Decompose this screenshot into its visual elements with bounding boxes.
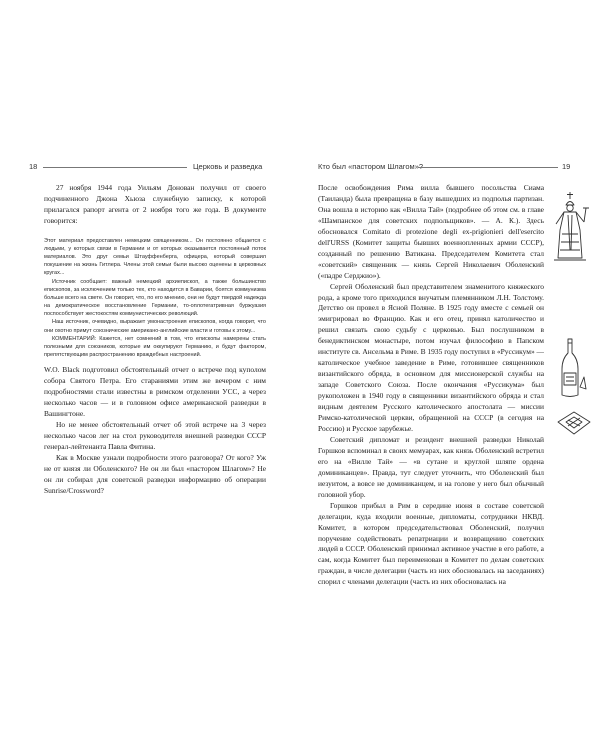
bishop-statue-illustration bbox=[550, 190, 592, 262]
right-running-header bbox=[318, 162, 570, 174]
left-page-number: 18 bbox=[29, 162, 38, 171]
bishop-statue-icon bbox=[550, 190, 592, 262]
body-paragraph: W.O. Black подготовил обстоятельный отчет о встрече под куполом собора Святого Петра. Его стараниями этим же вечером с ним подробностями стали известны в римском отделении УСС, а через несколько часов — и в головном офисе американской разведки в Вашингтоне. bbox=[44, 365, 266, 418]
right-header-rule bbox=[418, 167, 558, 168]
wine-bottle-illustration bbox=[552, 337, 588, 399]
right-page bbox=[300, 0, 600, 750]
body-paragraph: Сергей Оболенский был представителем знаменитого княжеского рода, а кроме того приходился внучатым племянником Л.Н. Толстому. Детство он провел в Ясной Поляне. В 1925 году вместе с семьей он эмигрировал во Францию. Как и его отец, принял католичество и решил связать свою судьбу с церковью. Был послушником в бенедиктинском монастыре, потом изучал философию в Папском институте св. Ансельма в Риме. В 1935 году поступил в «Руссикум» — католическое учебное заведение в Риме, готовившее священников византийского обряда, в основном для миссионерской службы на западе Советского Союза. После окончания «Руссикума» был рукоположен в 1940 году в священники византийского обряда и стал видным деятелем Русского католического апостолата — миссии Римско-католической церкви, обращенной на СССР (в сегодня на Россию) и Русское зарубежье. bbox=[318, 281, 544, 433]
note-card-icon bbox=[554, 408, 594, 438]
left-running-header bbox=[29, 162, 281, 174]
wine-bottle-icon bbox=[552, 337, 588, 399]
right-page-body bbox=[318, 183, 544, 735]
left-header-rule bbox=[43, 167, 187, 168]
body-paragraph: Как в Москве узнали подробности этого разговора? От кого? Уж не от князя ли Оболенского? Не он ли был «пастором Шлагом»? Не он ли собирал для советской разведки информацию об операции Sunrise/Crossword? bbox=[44, 452, 266, 495]
left-page-body bbox=[44, 183, 266, 497]
body-paragraph: После освобождения Рима вилла бывшего посольства Сиама (Таиланда) была превращена в базу вышедших из подполья партизан. Она вошла в историю как «Вилла Тай» (подробнее об этом см. в главе «Шампанское для советских подпольщиков». — А. К.). Здесь обосновался Comitato di protezione degli ex-prigionieri dell'esercito dell'URSS (Комитет защиты бывших военнопленных армии СССР), созданный по решению Ватикана. Председателем Комитета стал «советский» священник — князь Сергей Николаевич Оболенский («падре Серджио»). bbox=[318, 183, 544, 280]
quote-paragraph: КОММЕНТАРИЙ: Кажется, нет сомнений в том, что епископы намерены стать полезными для союзников, которые им оккупируют Германию, и будут фактором, препятствующим распространению враждебных настроений. bbox=[44, 335, 266, 358]
body-paragraph: Советский дипломат и резидент внешней разведки Николай Горшков вспоминал в своих мемуарах, как князь Оболенский встретил его на «Вилле Тай» — «в сутане и круглой шляпе ордена доминиканцев». Правда, тут следует уточнить, что Оболенский был иезуитом, а вовсе не доминиканцем, и на голове у него был обычный головной убор. bbox=[318, 434, 544, 499]
quote-paragraph: Этот материал предоставлен немецким священником... Он постоянно общается с людьми, у которых связи в Германии и от которых оказывается постоянный поток материалов. Это друг семьи Штауффенберга, офицера, который совершил покушение на жизнь Гитлера. Члены этой семьи были высоко оценены в церковных кругах... bbox=[44, 237, 266, 277]
intro-paragraph: 27 ноября 1944 года Уильям Донован получил от своего подчиненного Джона Хьюза служебную записку, к которой прилагался рапорт агента от 2 ноября того же года. В документе говорится: bbox=[44, 183, 266, 225]
note-card-illustration bbox=[554, 408, 594, 438]
quote-paragraph: Источник сообщает: важный немецкий архиепископ, а также большинство епископов, за исключением только тех, кто находится в Баварии, боятся коммунизма больше всего на свете. Он говорит, что, по его мнению, они не будут твердой надежда на демократическое восстановление Германии, то-оплотегатривная буржуазия поспособствует жестокостям коммунистических революций. bbox=[44, 278, 266, 318]
body-paragraph: Горшков прибыл в Рим в середине июня в составе советской делегации, куда входили военные, дипломаты, сотрудники НКВД. Комитет, в котором председательствовал Оболенский, получил поручение содействовать репатриации и возвращению советских людей в СССР. Оболенский принимал активное участие в его работе, а сам, когда Комитет был переименован в Комитет по делам советских граждан, в числе делегации (часть из них обосновалась на заседаниях) спорил с членами делегации (часть из них обосновалась на bbox=[318, 500, 544, 587]
right-page-number: 19 bbox=[562, 162, 571, 171]
body-paragraph: Но не менее обстоятельный отчет об этой встрече на 3 через несколько часов лег на стол руководителя внешней разведки СССР генерал-лейтенанта Павла Фитина. bbox=[44, 419, 266, 451]
agent-report-quote bbox=[44, 237, 266, 359]
left-running-title: Церковь и разведка bbox=[193, 162, 263, 171]
quote-paragraph: Наш источник, очевидно, выражает умонастроения епископов, когда говорит, что они охотно примут союзнические американо-английские власти и готовы к этому... bbox=[44, 319, 266, 334]
right-running-title: Кто был «пастором Шлагом»? bbox=[318, 162, 424, 171]
